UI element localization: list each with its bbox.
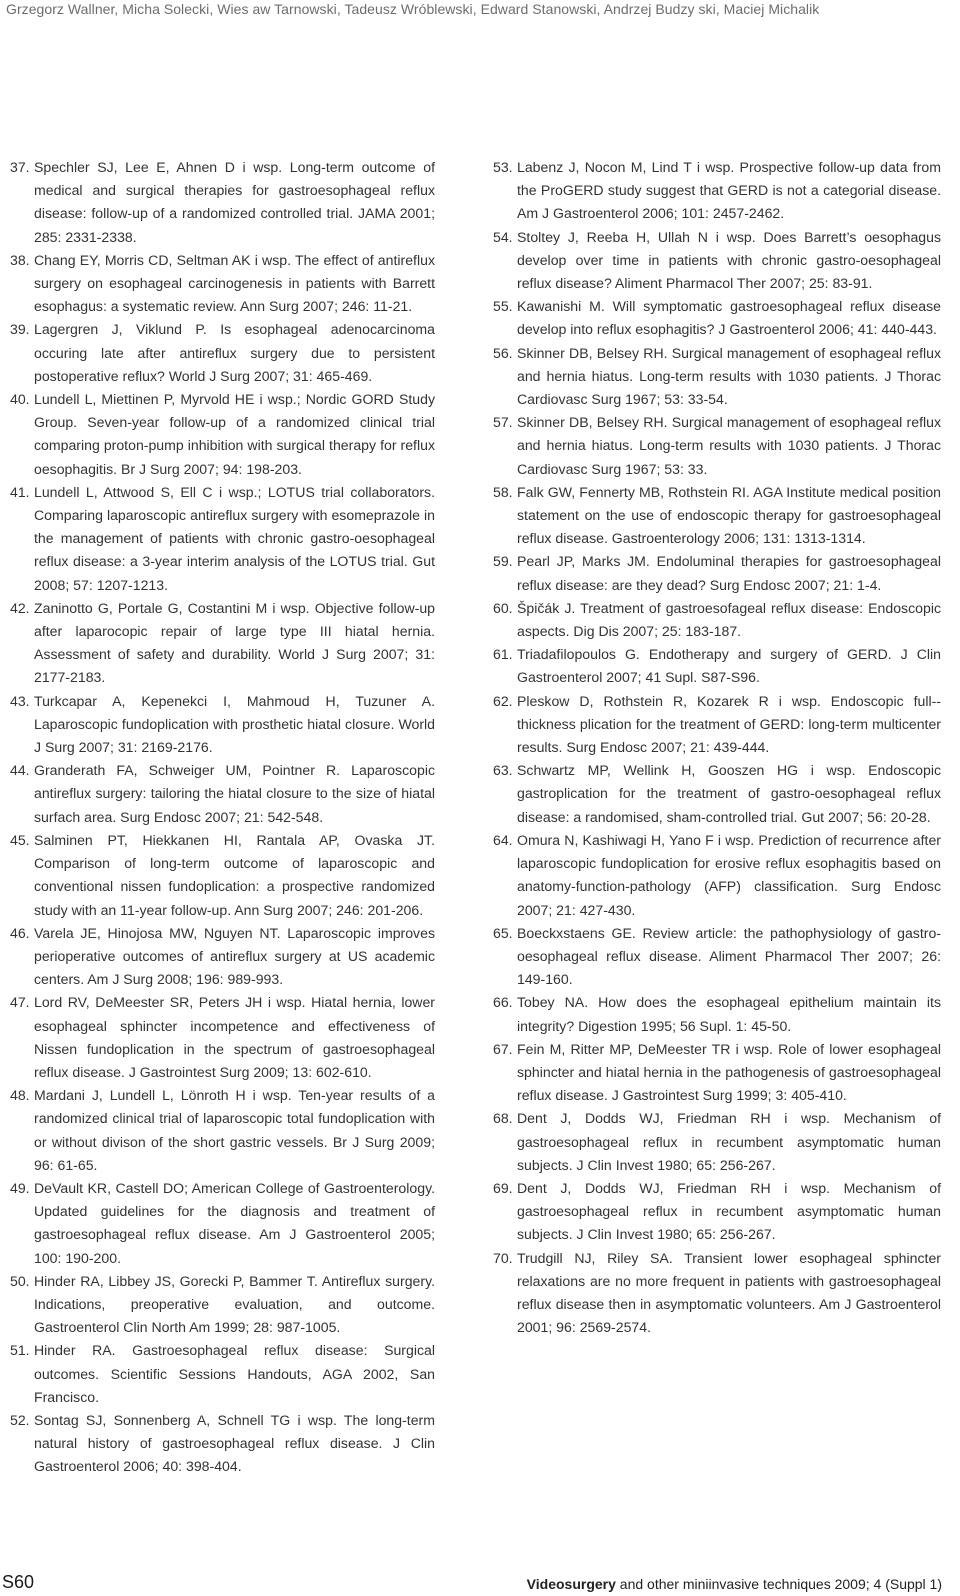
- reference-entry: [10, 1339, 435, 1409]
- reference-entry: [493, 643, 941, 689]
- reference-entry: [493, 1107, 941, 1177]
- reference-number: 52.: [10, 1411, 30, 1428]
- reference-entry: [493, 226, 941, 296]
- reference-entry: [493, 829, 941, 922]
- reference-text: Zaninotto G, Portale G, Costantini M i wsp. Objective follow-up after laparocopic repair of large type III hiatal hernia. Assessment of safety and durability. World J Surg 2007; 31: 2177-2183.: [34, 599, 435, 686]
- reference-number: 48.: [10, 1087, 30, 1104]
- reference-text: Spechler SJ, Lee E, Ahnen D i wsp. Long-term outcome of medical and surgical therapies for gastroesophageal reflux disease: follow-up of a randomized controlled trial. JAMA 2001; 285: 2331-2338.: [34, 159, 435, 245]
- references-column-left: [10, 156, 435, 1479]
- reference-number: 60.: [493, 599, 513, 616]
- reference-number: 47.: [10, 994, 30, 1011]
- reference-number: 46.: [10, 924, 30, 941]
- reference-text: Sontag SJ, Sonnenberg A, Schnell TG i wsp. The long-term natural history of gastroesophageal reflux disease. J Clin Gastroenterol 2006; 40: 398-404.: [34, 1411, 435, 1475]
- reference-text: Omura N, Kashiwagi H, Yano F i wsp. Prediction of recurrence after laparoscopic fundoplication for erosive reflux esophagitis based on anatomy-function-pathology (AFP) classification. Surg Endosc 2007; 21: 427-430.: [517, 831, 941, 918]
- reference-text: Dent J, Dodds WJ, Friedman RH i wsp. Mechanism of gastroesophageal reflux in recumbent asymptomatic human subjects. J Clin Invest 1980; 65: 256-267.: [517, 1179, 941, 1243]
- reference-text: Skinner DB, Belsey RH. Surgical management of esophageal reflux and hernia hiatus. Long-term results with 1030 patients. J Thorac Cardiovasc Surg 1967; 53: 33.: [517, 414, 941, 477]
- reference-entry: [493, 1177, 941, 1247]
- reference-entry: [10, 597, 435, 690]
- reference-entry: [493, 481, 941, 551]
- reference-text: Lagergren J, Viklund P. Is esophageal adenocarcinoma occuring late after antireflux surgery due to persistent postoperative reflux? World J Surg 2007; 31: 465-469.: [34, 321, 435, 384]
- reference-text: Mardani J, Lundell L, Lönroth H i wsp. Ten-year results of a randomized clinical trial of laparoscopic total fundoplication with or without divison of the short gastric vessels. Br J Surg 2009; 96: 61-65.: [34, 1087, 435, 1173]
- reference-entry: [493, 597, 941, 643]
- reference-number: 43.: [10, 692, 30, 709]
- reference-entry: [10, 922, 435, 992]
- reference-text: DeVault KR, Castell DO; American College of Gastroenterology. Updated guidelines for the diagnosis and treatment of gastroesophageal reflux disease. Am J Gastroenterol 2005; 100: 190-200.: [34, 1179, 435, 1266]
- reference-entry: [10, 991, 435, 1084]
- reference-text: Kawanishi M. Will symptomatic gastroesophageal reflux disease develop into reflux esophagitis? J Gastroenterol 2006; 41: 440-443.: [517, 298, 941, 338]
- reference-number: 39.: [10, 321, 30, 338]
- reference-number: 70.: [493, 1249, 513, 1266]
- reference-text: Stoltey J, Reeba H, Ullah N i wsp. Does Barrett’s oesophagus develop over time in patients with chronic gastro-oesophageal reflux disease? Aliment Pharmacol Ther 2007; 25: 83-91.: [517, 228, 941, 292]
- reference-number: 53.: [493, 159, 513, 175]
- reference-text: Chang EY, Morris CD, Seltman AK i wsp. The effect of antireflux surgery on esophageal carcinogenesis in patients with Barrett esophagus: a systematic review. Ann Surg 2007; 246: 11-21.: [34, 251, 435, 315]
- reference-text: Dent J, Dodds WJ, Friedman RH i wsp. Mechanism of gastroesophageal reflux in recumbent asymptomatic human subjects. J Clin Invest 1980; 65: 256-267.: [517, 1110, 941, 1173]
- reference-entry: [10, 829, 435, 922]
- page-footer: [0, 1570, 960, 1596]
- reference-number: 61.: [493, 646, 513, 663]
- references-column-right: [493, 156, 941, 1339]
- reference-entry: [10, 759, 435, 829]
- reference-text: Lundell L, Attwood S, Ell C i wsp.; LOTUS trial collaborators. Comparing laparoscopic antireflux surgery with esomeprazole in the management of patients with chronic gastro-oesophageal reflux disease: a 3-year interim analysis of the LOTUS trial. Gut 2008; 57: 1207-1213.: [34, 483, 435, 593]
- reference-number: 55.: [493, 298, 513, 315]
- reference-entry: [10, 1270, 435, 1340]
- reference-entry: [10, 1084, 435, 1177]
- reference-number: 45.: [10, 831, 30, 848]
- reference-number: 67.: [493, 1040, 513, 1057]
- reference-number: 42.: [10, 599, 30, 616]
- reference-number: 59.: [493, 553, 513, 570]
- reference-number: 40.: [10, 391, 30, 408]
- reference-text: Pleskow D, Rothstein R, Kozarek R i wsp. Endoscopic full--thickness plication for the treatment of GERD: long-term multicenter results. Surg Endosc 2007; 21: 439-444.: [517, 692, 941, 756]
- reference-number: 38.: [10, 251, 30, 268]
- reference-number: 51.: [10, 1342, 30, 1359]
- reference-entry: [10, 481, 435, 597]
- reference-text: Turkcapar A, Kepenekci I, Mahmoud H, Tuzuner A. Laparoscopic fundoplication with prosthetic hiatal closure. World J Surg 2007; 31: 2169-2176.: [34, 692, 435, 756]
- reference-text: Varela JE, Hinojosa MW, Nguyen NT. Laparoscopic improves perioperative outcomes of antireflux surgery at US academic centers. Am J Surg 2008; 196: 989-993.: [34, 924, 435, 988]
- reference-entry: [493, 759, 941, 829]
- reference-entry: [493, 342, 941, 412]
- reference-number: 62.: [493, 692, 513, 709]
- reference-entry: [493, 550, 941, 596]
- reference-number: 69.: [493, 1179, 513, 1196]
- reference-number: 65.: [493, 924, 513, 941]
- reference-entry: [10, 1177, 435, 1270]
- page-number: S60: [2, 1572, 35, 1592]
- reference-number: 68.: [493, 1110, 513, 1127]
- reference-text: Schwartz MP, Wellink H, Gooszen HG i wsp. Endoscopic gastroplication for the treatment of gastro-oesophageal reflux disease: a randomised, sham-controlled trial. Gut 2007; 56: 20-28.: [517, 762, 941, 825]
- reference-text: Triadafilopoulos G. Endotherapy and surgery of GERD. J Clin Gastroenterol 2007; 41 Supl. S87-S96.: [517, 646, 941, 686]
- reference-text: Falk GW, Fennerty MB, Rothstein RI. AGA Institute medical position statement on the use of endoscopic therapy for gastroesophageal reflux disease. Gastroenterology 2006; 131: 1313-1314.: [517, 483, 941, 547]
- reference-entry: [493, 991, 941, 1037]
- reference-text: Špičák J. Treatment of gastroesofageal reflux disease: Endoscopic aspects. Dig Dis 2007; 25: 183-187.: [517, 599, 941, 640]
- reference-text: Tobey NA. How does the esophageal epithelium maintain its integrity? Digestion 1995; 56 Supl. 1: 45-50.: [517, 994, 941, 1034]
- reference-text: Boeckxstaens GE. Review article: the pathophysiology of gastro-oesophageal reflux disease. Aliment Pharmacol Ther 2007; 26: 149-160.: [517, 924, 941, 988]
- reference-entry: [493, 156, 941, 226]
- reference-text: Lord RV, DeMeester SR, Peters JH i wsp. Hiatal hernia, lower esophageal sphincter incompetence and effectiveness of Nissen fundoplication in the spectrum of gastroesophageal reflux disease. J Gastrointest Surg 2009; 13: 602-610.: [34, 994, 435, 1080]
- reference-text: Hinder RA. Gastroesophageal reflux disease: Surgical outcomes. Scientific Sessions Handouts, AGA 2002, San Francisco.: [34, 1342, 435, 1405]
- reference-entry: [10, 249, 435, 319]
- reference-text: Granderath FA, Schweiger UM, Pointner R. Laparoscopic antireflux surgery: tailoring the hiatal closure to the size of hiatal surfach area. Surg Endosc 2007; 21: 542-548.: [34, 762, 435, 825]
- reference-entry: [10, 318, 435, 388]
- reference-text: Pearl JP, Marks JM. Endoluminal therapies for gastroesophageal reflux disease: are they dead? Surg Endosc 2007; 21: 1-4.: [517, 553, 941, 593]
- journal-issue: and other miniinvasive techniques 2009; 4 (Suppl 1): [615, 1576, 942, 1592]
- reference-number: 58.: [493, 483, 513, 500]
- reference-text: Lundell L, Miettinen P, Myrvold HE i wsp.; Nordic GORD Study Group. Seven-year follow-up of a randomized clinical trial comparing proton-pump inhibition with surgical therapy for reflux oesophagitis. Br J Surg 2007; 94: 198-203.: [34, 391, 435, 477]
- reference-text: Trudgill NJ, Riley SA. Transient lower esophageal sphincter relaxations are no more frequent in patients with gastroesophageal reflux disease then in asymptomatic volunteers. Am J Gastroenterol 2001; 96: 2569-2574.: [517, 1249, 941, 1336]
- reference-number: 41.: [10, 483, 30, 500]
- reference-number: 37.: [10, 159, 30, 175]
- reference-number: 57.: [493, 414, 513, 431]
- journal-citation: [527, 1576, 942, 1592]
- reference-entry: [10, 1409, 435, 1479]
- reference-number: 44.: [10, 762, 30, 779]
- reference-text: Fein M, Ritter MP, DeMeester TR i wsp. Role of lower esophageal sphincter and hiatal hernia in the pathogenesis of gastroesophageal reflux disease. J Gastrointest Surg 1999; 3: 405-410.: [517, 1040, 941, 1104]
- reference-entry: [10, 690, 435, 760]
- reference-number: 50.: [10, 1272, 30, 1289]
- reference-text: Hinder RA, Libbey JS, Gorecki P, Bammer T. Antireflux surgery. Indications, preoperative evaluation, and outcome. Gastroenterol Clin North Am 1999; 28: 987-1005.: [34, 1272, 435, 1336]
- journal-title: Videosurgery: [526, 1576, 616, 1592]
- reference-entry: [10, 388, 435, 481]
- reference-number: 56.: [493, 344, 513, 361]
- reference-number: 63.: [493, 762, 513, 779]
- reference-number: 54.: [493, 228, 513, 245]
- reference-number: 66.: [493, 994, 513, 1011]
- reference-text: Skinner DB, Belsey RH. Surgical management of esophageal reflux and hernia hiatus. Long-term results with 1030 patients. J Thorac Cardiovasc Surg 1967; 53: 33-54.: [517, 344, 941, 408]
- reference-entry: [493, 1247, 941, 1340]
- reference-text: Salminen PT, Hiekkanen HI, Rantala AP, Ovaska JT. Comparison of long-term outcome of laparoscopic and conventional nissen fundoplication: a prospective randomized study with an 11-year follow-up. Ann Surg 2007; 246: 201-206.: [34, 831, 435, 918]
- reference-entry: [10, 156, 435, 249]
- reference-entry: [493, 295, 941, 341]
- reference-entry: [493, 922, 941, 992]
- reference-entry: [493, 690, 941, 760]
- running-header-authors: Grzegorz Wallner, Micha Solecki, Wies aw Tarnowski, Tadeusz Wróblewski, Edward Stanowski, Andrzej Budzy ski, Maciej Michalik: [6, 1, 820, 17]
- reference-text: Labenz J, Nocon M, Lind T i wsp. Prospective follow-up data from the ProGERD study suggest that GERD is not a categorial disease. Am J Gastroenterol 2006; 101: 2457-2462.: [517, 159, 941, 222]
- reference-entry: [493, 1038, 941, 1108]
- reference-entry: [493, 411, 941, 481]
- reference-number: 49.: [10, 1179, 30, 1196]
- reference-number: 64.: [493, 831, 513, 848]
